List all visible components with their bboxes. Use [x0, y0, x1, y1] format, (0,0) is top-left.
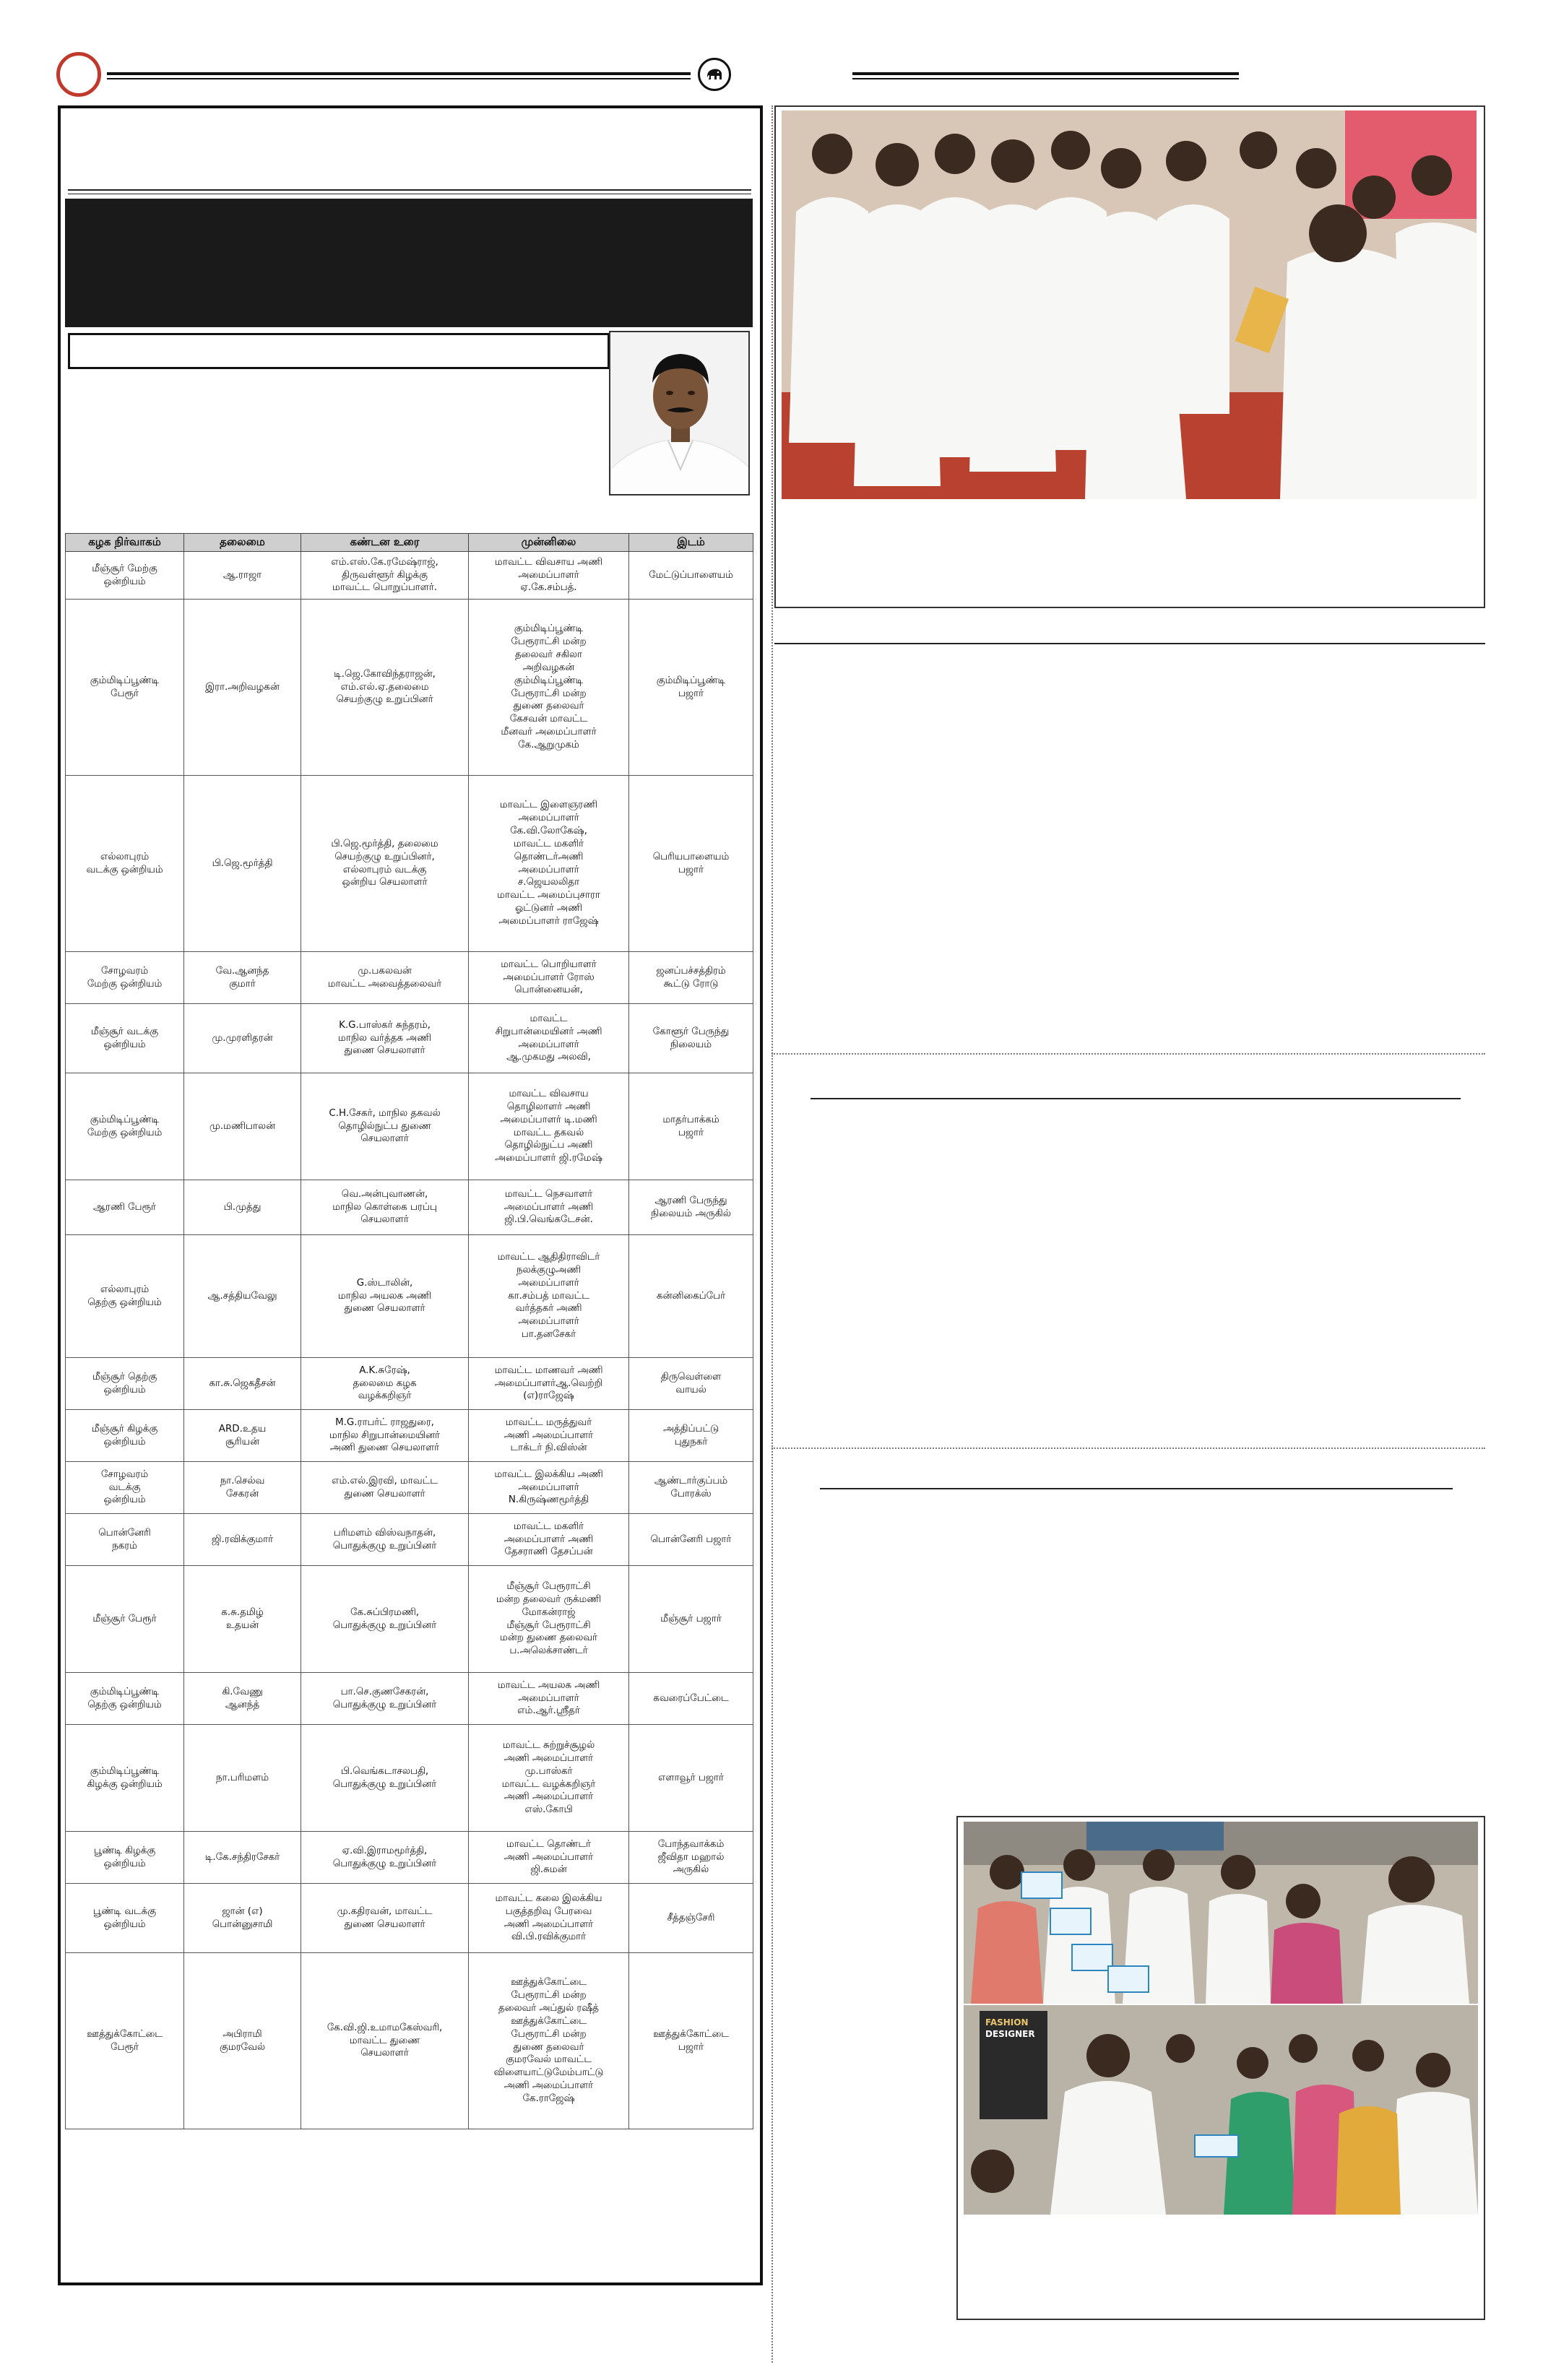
cell-speech: G.ஸ்டாலின், மாநில அயலக அணி துணை செயலாளர்	[301, 1235, 469, 1358]
cell-speech: கே.வி.ஜி.உமாமகேஸ்வரி, மாவட்ட துணை செயலாளர்	[301, 1953, 469, 2129]
table-row	[66, 1358, 753, 1410]
news-photo-distribution-2	[964, 2005, 1478, 2215]
cell-speech: பி.வெங்கடாசலபதி, பொதுக்குழு உறுப்பினர்	[301, 1725, 469, 1832]
cell-speech: பா.செ.குணசேகரன், பொதுக்குழு உறுப்பினர்	[301, 1673, 469, 1725]
cell-organisation: ஆரணி பேரூர்	[66, 1180, 184, 1235]
table-row	[66, 952, 753, 1004]
cell-organisation: மீஞ்சூர் கிழக்கு ஒன்றியம்	[66, 1410, 184, 1462]
cell-presided: நா.செல்வ சேகரன்	[184, 1462, 301, 1514]
cell-organisation: கும்மிடிப்பூண்டி பேரூர்	[66, 600, 184, 776]
elephant-logo-icon	[698, 58, 731, 91]
cell-presided: பி.ஜெ.மூர்த்தி	[184, 776, 301, 952]
table-row	[66, 1180, 753, 1235]
cell-organisation: பூண்டி கிழக்கு ஒன்றியம்	[66, 1832, 184, 1884]
panel-rule-1	[68, 189, 751, 191]
cell-presided: இரா.அறிவழகன்	[184, 600, 301, 776]
cell-speech: மு.கதிரவன், மாவட்ட துணை செயலாளர்	[301, 1884, 469, 1953]
news-photo-distribution-1	[964, 1822, 1478, 2004]
cell-presence: மாவட்ட மருத்துவர் அணி அமைப்பாளர் டாக்டர் நி.விஸ்ன்	[469, 1410, 629, 1462]
table-row	[66, 1566, 753, 1673]
cell-speech: M.G.ராபர்ட் ராஜதுரை, மாநில சிறுபான்மையினர் அணி துணை செயலாளர்	[301, 1410, 469, 1462]
table-row	[66, 1462, 753, 1514]
cell-organisation: கும்மிடிப்பூண்டி தெற்கு ஒன்றியம்	[66, 1673, 184, 1725]
cell-presence: மாவட்ட மகளிர் அமைப்பாளர் அணி தேசராணி தேசப்பன்	[469, 1514, 629, 1566]
table-row	[66, 1953, 753, 2129]
cell-organisation: எல்லாபுரம் வடக்கு ஒன்றியம்	[66, 776, 184, 952]
meeting-schedule-table	[65, 533, 753, 2129]
cell-presided: பி.முத்து	[184, 1180, 301, 1235]
cell-venue: அத்திப்பட்டு புதுநகர்	[629, 1410, 753, 1462]
cell-presence: மாவட்ட இளைஞரணி அமைப்பாளர் கே.வி.லோகேஷ், மாவட்ட மகளிர் தொண்டர்அணி அமைப்பாளர் ச.ஜெயலலிதா மாவட்ட அமைப்புசாரா ஓட்டுனர் அணி அமைப்பாளர் ராஜேஷ்	[469, 776, 629, 952]
cell-presence: மாவட்ட விவசாய தொழிலாளர் அணி அமைப்பாளர் டி.மணி மாவட்ட தகவல் தொழில்நுட்ப அணி அமைப்பாளர் ஜி.ரமேஷ்	[469, 1073, 629, 1180]
cell-presided: கி.வேணு ஆனந்த்	[184, 1673, 301, 1725]
cell-presided: டி.கே.சந்திரசேகர்	[184, 1832, 301, 1884]
header-rule-left-under	[107, 78, 691, 79]
cell-presided: வே.ஆனந்த குமார்	[184, 952, 301, 1004]
cell-venue: மாதர்பாக்கம் பஜார்	[629, 1073, 753, 1180]
right-rule-1	[774, 643, 1485, 644]
cell-presided: ஆ.சத்தியவேலு	[184, 1235, 301, 1358]
cell-presence: ஊத்துக்கோட்டை பேரூராட்சி மன்ற தலைவர் அப்துல் ரஷீத் ஊத்துக்கோட்டை பேரூராட்சி மன்ற துணை தலைவர் குமரவேல் மாவட்ட விளையாட்டுமேம்பாட்டு அணி அமைப்பாளர் கே.ராஜேஷ்	[469, 1953, 629, 2129]
table-row	[66, 1725, 753, 1832]
cell-presence: மீஞ்சூர் பேரூராட்சி மன்ற தலைவர் ருக்மணி மோகன்ராஜ் மீஞ்சூர் பேரூராட்சி மன்ற துணை தலைவர் ப.அலெக்சாண்டர்	[469, 1566, 629, 1673]
table-row	[66, 1832, 753, 1884]
cell-venue: கன்னிகைப்பேர்	[629, 1235, 753, 1358]
cell-presided: ஜான் (எ) பொன்னுசாமி	[184, 1884, 301, 1953]
cell-presence: மாவட்ட பொறியாளர் அமைப்பாளர் ரோஸ் பொன்னையன்,	[469, 952, 629, 1004]
cell-organisation: ஊத்துக்கோட்டை பேரூர்	[66, 1953, 184, 2129]
right-rule-2	[811, 1098, 1461, 1099]
cell-venue: ஜனப்பச்சத்திரம் கூட்டு ரோடு	[629, 952, 753, 1004]
table-row	[66, 1410, 753, 1462]
cell-organisation: மீஞ்சூர் வடக்கு ஒன்றியம்	[66, 1004, 184, 1073]
cell-venue: கவரைப்பேட்டை	[629, 1673, 753, 1725]
column-divider	[772, 105, 773, 2363]
cell-presence: மாவட்ட சுற்றுச்சூழல் அணி அமைப்பாளர் மு.பாஸ்கர் மாவட்ட வழக்கறிஞர் அணி அமைப்பாளர் எஸ்.கோபி	[469, 1725, 629, 1832]
cell-venue: எளாவூர் பஜார்	[629, 1725, 753, 1832]
cell-presided: ஆ.ராஜா	[184, 552, 301, 600]
cell-organisation: பொன்னேரி நகரம்	[66, 1514, 184, 1566]
cell-presence: மாவட்ட விவசாய அணி அமைப்பாளர் ஏ.கே.சம்பத்.	[469, 552, 629, 600]
header-rule-right-under	[852, 78, 1239, 79]
cell-organisation: பூண்டி வடக்கு ஒன்றியம்	[66, 1884, 184, 1953]
cell-speech: கே.சுப்பிரமணி, பொதுக்குழு உறுப்பினர்	[301, 1566, 469, 1673]
cell-venue: சீத்தஞ்சேரி	[629, 1884, 753, 1953]
cell-presence: மாவட்ட ஆதிதிராவிடர் நலக்குழுஅணி அமைப்பாளர் கா.சம்பத் மாவட்ட வர்த்தகர் அணி அமைப்பாளர் பா.தனசேகர்	[469, 1235, 629, 1358]
column-header-presided: தலைமை	[184, 534, 301, 552]
header-rule-left	[107, 72, 691, 75]
cell-venue: மேட்டுப்பாளையம்	[629, 552, 753, 600]
table-row	[66, 1514, 753, 1566]
cell-presence: மாவட்ட இலக்கிய அணி அமைப்பாளர் N.கிருஷ்ணமூர்த்தி	[469, 1462, 629, 1514]
cell-speech: மு.பகலவன் மாவட்ட அவைத்தலைவர்	[301, 952, 469, 1004]
header-rule-right	[852, 72, 1239, 75]
cell-organisation: கும்மிடிப்பூண்டி கிழக்கு ஒன்றியம்	[66, 1725, 184, 1832]
cell-presence: மாவட்ட சிறுபான்மையினர் அணி அமைப்பாளர் ஆ.முகமது அலவி,	[469, 1004, 629, 1073]
cell-venue: ஊத்துக்கோட்டை பஜார்	[629, 1953, 753, 2129]
shop-sign-text-2: DESIGNER	[985, 2029, 1035, 2039]
header-circle-mark	[56, 52, 101, 97]
cell-speech: பரிமளம் விஸ்வநாதன், பொதுக்குழு உறுப்பினர்	[301, 1514, 469, 1566]
cell-presided: அபிராமி குமரவேல்	[184, 1953, 301, 2129]
cell-organisation: எல்லாபுரம் தெற்கு ஒன்றியம்	[66, 1235, 184, 1358]
table-row	[66, 1235, 753, 1358]
news-photo-crowd-event	[782, 111, 1477, 499]
leader-portrait	[609, 331, 750, 496]
right-dotted-rule-2	[772, 1448, 1485, 1449]
table-row	[66, 552, 753, 600]
cell-presence: மாவட்ட அயலக அணி அமைப்பாளர் எம்.ஆர்.ஸ்ரீதர்	[469, 1673, 629, 1725]
shop-sign-text-1: FASHION	[985, 2017, 1029, 2028]
cell-venue: மீஞ்சூர் பஜார்	[629, 1566, 753, 1673]
table-row	[66, 1673, 753, 1725]
cell-presided: ஜி.ரவிக்குமார்	[184, 1514, 301, 1566]
cell-venue: பொன்னேரி பஜார்	[629, 1514, 753, 1566]
cell-venue: போந்தவாக்கம் ஜீவிதா மஹால் அருகில்	[629, 1832, 753, 1884]
cell-venue: பெரியபாளையம் பஜார்	[629, 776, 753, 952]
table-row	[66, 1004, 753, 1073]
cell-organisation: மீஞ்சூர் பேரூர்	[66, 1566, 184, 1673]
table-row	[66, 600, 753, 776]
cell-speech: எம்.எஸ்.கே.ரமேஷ்ராஜ், திருவள்ளூர் கிழக்கு மாவட்ட பொறுப்பாளர்.	[301, 552, 469, 600]
cell-speech: டி.ஜெ.கோவிந்தராஜன், எம்.எல்.ஏ.தலைமை செயற்குழு உறுப்பினர்	[301, 600, 469, 776]
cell-speech: C.H.சேகர், மாநில தகவல் தொழில்நுட்ப துணை செயலாளர்	[301, 1073, 469, 1180]
cell-organisation: மீஞ்சூர் மேற்கு ஒன்றியம்	[66, 552, 184, 600]
cell-presided: மு.முரளிதரன்	[184, 1004, 301, 1073]
cell-presence: மாவட்ட கலை இலக்கிய பகுத்தறிவு பேரவை அணி அமைப்பாளர் வி.பி.ரவிக்குமார்	[469, 1884, 629, 1953]
table-row	[66, 776, 753, 952]
cell-venue: கும்மிடிப்பூண்டி பஜார்	[629, 600, 753, 776]
cell-speech: K.G.பாஸ்கர் சுந்தரம், மாநில வர்த்தக அணி துணை செயலாளர்	[301, 1004, 469, 1073]
cell-venue: திருவெள்ளை வாயல்	[629, 1358, 753, 1410]
cell-presided: மு.மணிபாலன்	[184, 1073, 301, 1180]
table-header-row	[66, 534, 753, 552]
subheadline-box	[68, 333, 610, 369]
cell-presided: நா.பரிமளம்	[184, 1725, 301, 1832]
cell-venue: ஆரணி பேருந்து நிலையம் அருகில்	[629, 1180, 753, 1235]
cell-speech: A.K.சுரேஷ், தலைமை கழக வழக்கறிஞர்	[301, 1358, 469, 1410]
cell-presence: மாவட்ட மாணவர் அணி அமைப்பாளர்ஆ.வெற்றி (எ)ராஜேஷ்	[469, 1358, 629, 1410]
cell-speech: எம்.எல்.இரவி, மாவட்ட துணை செயலாளர்	[301, 1462, 469, 1514]
headline-block	[65, 199, 753, 327]
cell-venue: கோளூர் பேருந்து நிலையம்	[629, 1004, 753, 1073]
cell-speech: ஏ.வி.இராமமூர்த்தி, பொதுக்குழு உறுப்பினர்	[301, 1832, 469, 1884]
cell-presence: மாவட்ட நெசவாளர் அமைப்பாளர் அணி ஜி.பி.வெங்கடேசன்.	[469, 1180, 629, 1235]
right-dotted-rule-1	[772, 1053, 1485, 1055]
cell-organisation: கும்மிடிப்பூண்டி மேற்கு ஒன்றியம்	[66, 1073, 184, 1180]
column-header-venue: இடம்	[629, 534, 753, 552]
cell-presence: கும்மிடிப்பூண்டி பேரூராட்சி மன்ற தலைவர் சகிலா அறிவழகன் கும்மிடிப்பூண்டி பேரூராட்சி மன்ற துணை தலைவர் கேசவன் மாவட்ட மீனவர் அமைப்பாளர் கே.ஆறுமுகம்	[469, 600, 629, 776]
cell-organisation: மீஞ்சூர் தெற்கு ஒன்றியம்	[66, 1358, 184, 1410]
cell-presided: க.சு.தமிழ் உதயன்	[184, 1566, 301, 1673]
cell-organisation: சோழவரம் மேற்கு ஒன்றியம்	[66, 952, 184, 1004]
cell-presided: ARD.உதய சூரியன்	[184, 1410, 301, 1462]
cell-venue: ஆண்டார்குப்பம் போரக்ஸ்	[629, 1462, 753, 1514]
cell-speech: வெ.அன்புவாணன், மாநில கொள்கை பரப்பு செயலாளர்	[301, 1180, 469, 1235]
right-rule-3	[820, 1488, 1453, 1489]
cell-presence: மாவட்ட தொண்டர் அணி அமைப்பாளர் ஜி.சுமன்	[469, 1832, 629, 1884]
cell-organisation: சோழவரம் வடக்கு ஒன்றியம்	[66, 1462, 184, 1514]
table-row	[66, 1073, 753, 1180]
cell-speech: பி.ஜெ.மூர்த்தி, தலைமை செயற்குழு உறுப்பினர், எல்லாபுரம் வடக்கு ஒன்றிய செயலாளர்	[301, 776, 469, 952]
column-header-speech: கண்டன உரை	[301, 534, 469, 552]
table-row	[66, 1884, 753, 1953]
cell-presided: கா.சு.ஜெகதீசன்	[184, 1358, 301, 1410]
column-header-organisation: கழக நிர்வாகம்	[66, 534, 184, 552]
column-header-presence: முன்னிலை	[469, 534, 629, 552]
